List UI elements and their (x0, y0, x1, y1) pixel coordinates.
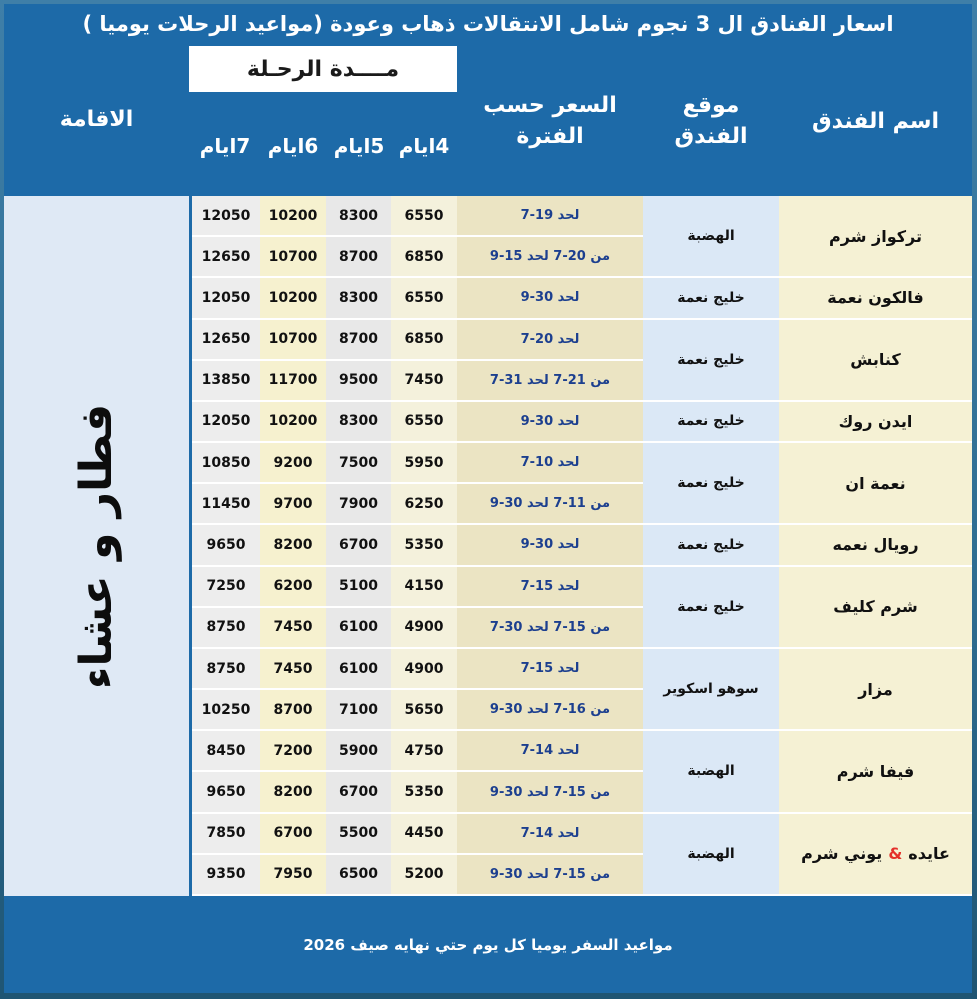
hotel-location: خليج نعمة (643, 443, 779, 525)
price-period: لحد 15-7 (457, 649, 643, 690)
table-header (4, 44, 972, 196)
price-7-days: 8450 (192, 731, 260, 772)
price-4-days: 5350 (391, 772, 457, 813)
hotel-location: الهضبة (643, 196, 779, 278)
price-period: من 16-7 لحد 30-9 (457, 690, 643, 731)
price-5-days: 6100 (326, 608, 391, 649)
price-7-days: 11450 (192, 484, 260, 525)
price-5-days: 7100 (326, 690, 391, 731)
price-5-days: 5500 (326, 814, 391, 855)
hotel-name-part: عايده (908, 844, 950, 864)
price-7-days: 12650 (192, 320, 260, 361)
price-7-days: 10250 (192, 690, 260, 731)
header-board: الاقامة (59, 106, 134, 132)
page-title: اسعار الفنادق ال 3 نجوم شامل الانتقالات ذهاب وعودة (مواعيد الرحلات يوميا ) (82, 12, 894, 36)
price-6-days: 9700 (260, 484, 326, 525)
header-days-7: 7ايام (199, 134, 251, 158)
price-7-days: 12050 (192, 196, 260, 237)
price-7-days: 8750 (192, 608, 260, 649)
price-6-days: 10200 (260, 196, 326, 237)
hotel-name: ايدن روك (779, 402, 972, 443)
price-period: من 20-7 لحد 15-9 (457, 237, 643, 278)
price-4-days: 5200 (391, 855, 457, 896)
hotel-location: الهضبة (643, 814, 779, 896)
price-4-days: 5350 (391, 525, 457, 566)
price-7-days: 7850 (192, 814, 260, 855)
price-6-days: 7950 (260, 855, 326, 896)
price-period: من 11-7 لحد 30-9 (457, 484, 643, 525)
price-period: لحد 10-7 (457, 443, 643, 484)
header-period: السعر حسب الفترة (483, 93, 617, 149)
price-5-days: 5100 (326, 567, 391, 608)
price-6-days: 8200 (260, 772, 326, 813)
header-days-5: 5ايام (333, 134, 385, 158)
price-period: لحد 19-7 (457, 196, 643, 237)
price-5-days: 6700 (326, 772, 391, 813)
price-7-days: 9650 (192, 772, 260, 813)
price-4-days: 5950 (391, 443, 457, 484)
price-4-days: 4450 (391, 814, 457, 855)
price-period: لحد 30-9 (457, 525, 643, 566)
hotel-name: فيفا شرم (779, 731, 972, 813)
price-6-days: 6200 (260, 567, 326, 608)
price-7-days: 8750 (192, 649, 260, 690)
price-4-days: 4750 (391, 731, 457, 772)
price-4-days: 6850 (391, 320, 457, 361)
price-6-days: 10700 (260, 320, 326, 361)
header-days-6: 6ايام (267, 134, 319, 158)
price-5-days: 6700 (326, 525, 391, 566)
header-hotel: اسم الفندق (811, 108, 940, 134)
price-6-days: 10700 (260, 237, 326, 278)
price-5-days: 8300 (326, 278, 391, 319)
price-6-days: 10200 (260, 278, 326, 319)
hotel-name: مزار (779, 649, 972, 731)
price-7-days: 7250 (192, 567, 260, 608)
price-period: لحد 14-7 (457, 731, 643, 772)
ampersand: & (888, 844, 903, 864)
price-4-days: 6250 (391, 484, 457, 525)
price-period: لحد 30-9 (457, 278, 643, 319)
price-5-days: 6500 (326, 855, 391, 896)
price-6-days: 10200 (260, 402, 326, 443)
price-6-days: 7450 (260, 649, 326, 690)
price-6-days: 6700 (260, 814, 326, 855)
footer-note: مواعيد السفر يوميا كل يوم حتي نهايه صيف 2026 (4, 896, 972, 993)
hotel-name (779, 814, 972, 896)
price-period: لحد 14-7 (457, 814, 643, 855)
hotel-name-part: يوني شرم (801, 844, 883, 864)
hotel-name: شرم كليف (779, 567, 972, 649)
hotel-location: خليج نعمة (643, 278, 779, 319)
price-4-days: 7450 (391, 361, 457, 402)
price-5-days: 7900 (326, 484, 391, 525)
price-5-days: 7500 (326, 443, 391, 484)
price-6-days: 9200 (260, 443, 326, 484)
price-table (4, 196, 972, 896)
price-7-days: 13850 (192, 361, 260, 402)
price-4-days: 6550 (391, 402, 457, 443)
price-4-days: 4900 (391, 608, 457, 649)
price-4-days: 6550 (391, 196, 457, 237)
price-period: لحد 15-7 (457, 567, 643, 608)
price-5-days: 8300 (326, 402, 391, 443)
price-7-days: 12650 (192, 237, 260, 278)
hotel-location: الهضبة (643, 731, 779, 813)
hotel-location: سوهو اسكوير (643, 649, 779, 731)
price-period: لحد 30-9 (457, 402, 643, 443)
hotel-location: خليج نعمة (643, 320, 779, 402)
price-5-days: 5900 (326, 731, 391, 772)
hotel-location: خليج نعمة (643, 525, 779, 566)
hotel-location: خليج نعمة (643, 567, 779, 649)
header-days-4: 4ايام (398, 134, 450, 158)
price-5-days: 9500 (326, 361, 391, 402)
hotel-name: نعمة ان (779, 443, 972, 525)
hotel-name: رويال نعمه (779, 525, 972, 566)
price-7-days: 12050 (192, 278, 260, 319)
hotel-name: كنابش (779, 320, 972, 402)
price-table-panel (4, 4, 972, 993)
price-5-days: 8300 (326, 196, 391, 237)
price-period: من 15-7 لحد 30-7 (457, 608, 643, 649)
price-6-days: 7200 (260, 731, 326, 772)
header-location: موقع الفندق (674, 93, 748, 149)
price-period: من 15-7 لحد 30-9 (457, 855, 643, 896)
price-period: لحد 20-7 (457, 320, 643, 361)
hotel-name: فالكون نعمة (779, 278, 972, 319)
price-period: من 15-7 لحد 30-9 (457, 772, 643, 813)
hotel-name: تركواز شرم (779, 196, 972, 278)
price-4-days: 4900 (391, 649, 457, 690)
hotel-location: خليج نعمة (643, 402, 779, 443)
price-4-days: 4150 (391, 567, 457, 608)
price-6-days: 8700 (260, 690, 326, 731)
price-4-days: 6850 (391, 237, 457, 278)
price-6-days: 8200 (260, 525, 326, 566)
price-5-days: 8700 (326, 237, 391, 278)
price-5-days: 6100 (326, 649, 391, 690)
price-7-days: 9350 (192, 855, 260, 896)
price-7-days: 12050 (192, 402, 260, 443)
price-period: من 21-7 لحد 31-7 (457, 361, 643, 402)
board-value: فطار و عشاء (71, 403, 123, 689)
header-duration: مــــدة الرحـلة (189, 46, 457, 92)
price-6-days: 11700 (260, 361, 326, 402)
price-4-days: 5650 (391, 690, 457, 731)
price-6-days: 7450 (260, 608, 326, 649)
price-7-days: 9650 (192, 525, 260, 566)
price-4-days: 6550 (391, 278, 457, 319)
price-5-days: 8700 (326, 320, 391, 361)
price-7-days: 10850 (192, 443, 260, 484)
